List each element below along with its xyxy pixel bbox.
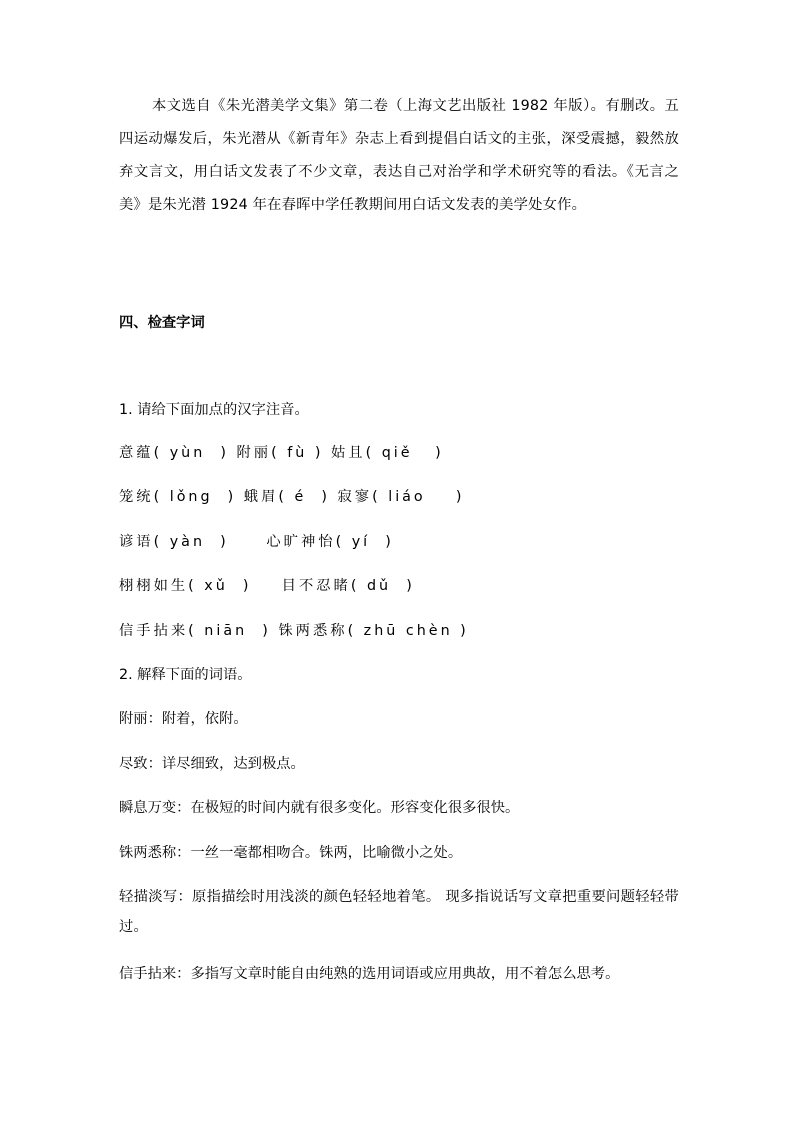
definition-item: 信手拈来：多指写文章时能自由纯熟的选用词语或应用典故，用不着怎么思考。	[119, 966, 620, 982]
question-2-title: 2. 解释下面的词语。	[119, 667, 252, 683]
intro-paragraph: 本文选自《朱光潜美学文集》第二卷（上海文艺出版社 1982 年版）。有删改。五四运动爆发后，朱光潜从《新青年》杂志上看到提倡白话文的主张，深受震撼，毅然放弃文言文，用白话文发表了不少文章，表达自己对治学和学术研究等的看法。《无言之美》是朱光潜 1924 年在春晖中学任教期间用白话文发表的美学处女作。	[119, 98, 679, 213]
pinyin-row: 信手拈来( niān ) 铢两悉称( zhū chèn )	[119, 623, 469, 639]
section-heading: 四、检查字词	[119, 315, 205, 331]
pinyin-row: 栩栩如生( xǔ ) 目不忍睹( dǔ )	[119, 578, 415, 594]
definition-item: 附丽：附着，依附。	[119, 711, 248, 727]
pinyin-row: 笼统( lǒng ) 蛾眉( é ) 寂寥( liáo )	[119, 489, 465, 505]
definition-item: 轻描淡写：原指描绘时用浅淡的颜色轻轻地着笔。 现多指说话写文章把重要问题轻轻带过。	[119, 889, 679, 935]
definition-item: 尽致：详尽细致，达到极点。	[119, 756, 305, 772]
question-1-title: 1. 请给下面加点的汉字注音。	[119, 402, 309, 418]
pinyin-row: 谚语( yàn ) 心旷神怡( yí )	[119, 534, 394, 550]
definition-item: 瞬息万变：在极短的时间内就有很多变化。形容变化很多很快。	[119, 800, 520, 816]
pinyin-row: 意蕴( yùn ) 附丽( fù ) 姑且( qiě )	[119, 445, 444, 461]
definition-item: 铢两悉称：一丝一毫都相吻合。铢两，比喻微小之处。	[119, 845, 463, 861]
